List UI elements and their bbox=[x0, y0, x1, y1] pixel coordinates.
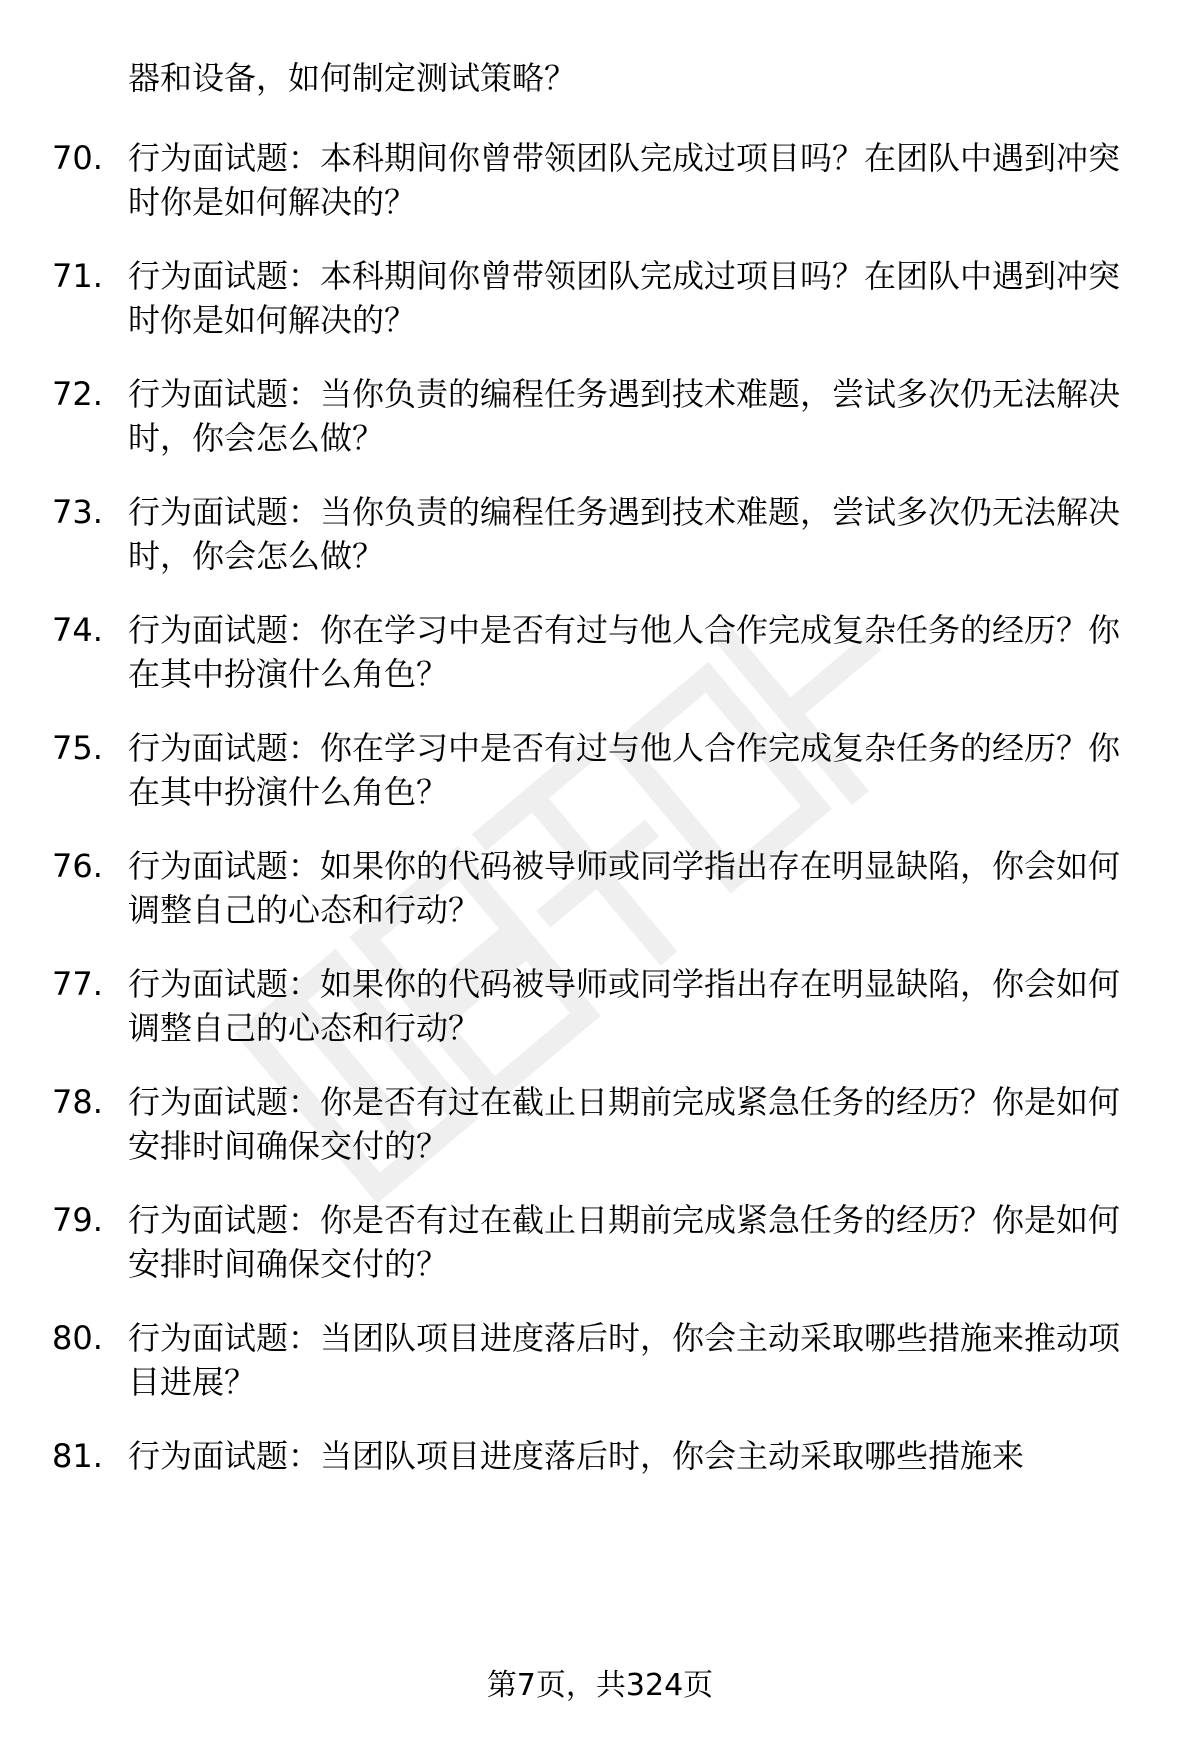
item-text: 行为面试题：你在学习中是否有过与他人合作完成复杂任务的经历？你在其中扮演什么角色？ bbox=[128, 729, 1121, 811]
item-number: 78. bbox=[52, 1083, 103, 1121]
item-number: 74. bbox=[52, 611, 103, 649]
item-text: 行为面试题：本科期间你曾带领团队完成过项目吗？在团队中遇到冲突时你是如何解决的？ bbox=[128, 257, 1121, 339]
item-number: 80. bbox=[52, 1319, 103, 1357]
continuation-text: 器和设备，如何制定测试策略？ bbox=[128, 59, 577, 97]
item-number: 75. bbox=[52, 729, 103, 767]
item-text: 行为面试题：如果你的代码被导师或同学指出存在明显缺陷，你会如何调整自己的心态和行动？ bbox=[128, 847, 1121, 929]
item-number: 76. bbox=[52, 847, 103, 885]
item-number: 73. bbox=[52, 493, 103, 531]
item-text: 行为面试题：你在学习中是否有过与他人合作完成复杂任务的经历？你在其中扮演什么角色？ bbox=[128, 611, 1121, 693]
item-number: 70. bbox=[52, 139, 103, 177]
item-text: 行为面试题：当团队项目进度落后时，你会主动采取哪些措施来推动项目进展？ bbox=[128, 1319, 1121, 1401]
item-text: 行为面试题：本科期间你曾带领团队完成过项目吗？在团队中遇到冲突时你是如何解决的？ bbox=[128, 139, 1121, 221]
item-text: 行为面试题：当团队项目进度落后时，你会主动采取哪些措施来 bbox=[128, 1437, 1025, 1475]
item-text: 行为面试题：你是否有过在截止日期前完成紧急任务的经历？你是如何安排时间确保交付的？ bbox=[128, 1083, 1121, 1165]
item-number: 72. bbox=[52, 375, 103, 413]
item-text: 行为面试题：你是否有过在截止日期前完成紧急任务的经历？你是如何安排时间确保交付的？ bbox=[128, 1201, 1121, 1283]
item-text: 行为面试题：当你负责的编程任务遇到技术难题，尝试多次仍无法解决时，你会怎么做？ bbox=[128, 493, 1121, 575]
item-text: 行为面试题：当你负责的编程任务遇到技术难题，尝试多次仍无法解决时，你会怎么做？ bbox=[128, 375, 1121, 457]
item-number: 81. bbox=[52, 1437, 103, 1475]
item-number: 77. bbox=[52, 965, 103, 1003]
item-number: 71. bbox=[52, 257, 103, 295]
item-number: 79. bbox=[52, 1201, 103, 1239]
item-text: 行为面试题：如果你的代码被导师或同学指出存在明显缺陷，你会如何调整自己的心态和行动？ bbox=[128, 965, 1121, 1047]
page-footer: 第7页，共324页 bbox=[486, 1668, 714, 1703]
